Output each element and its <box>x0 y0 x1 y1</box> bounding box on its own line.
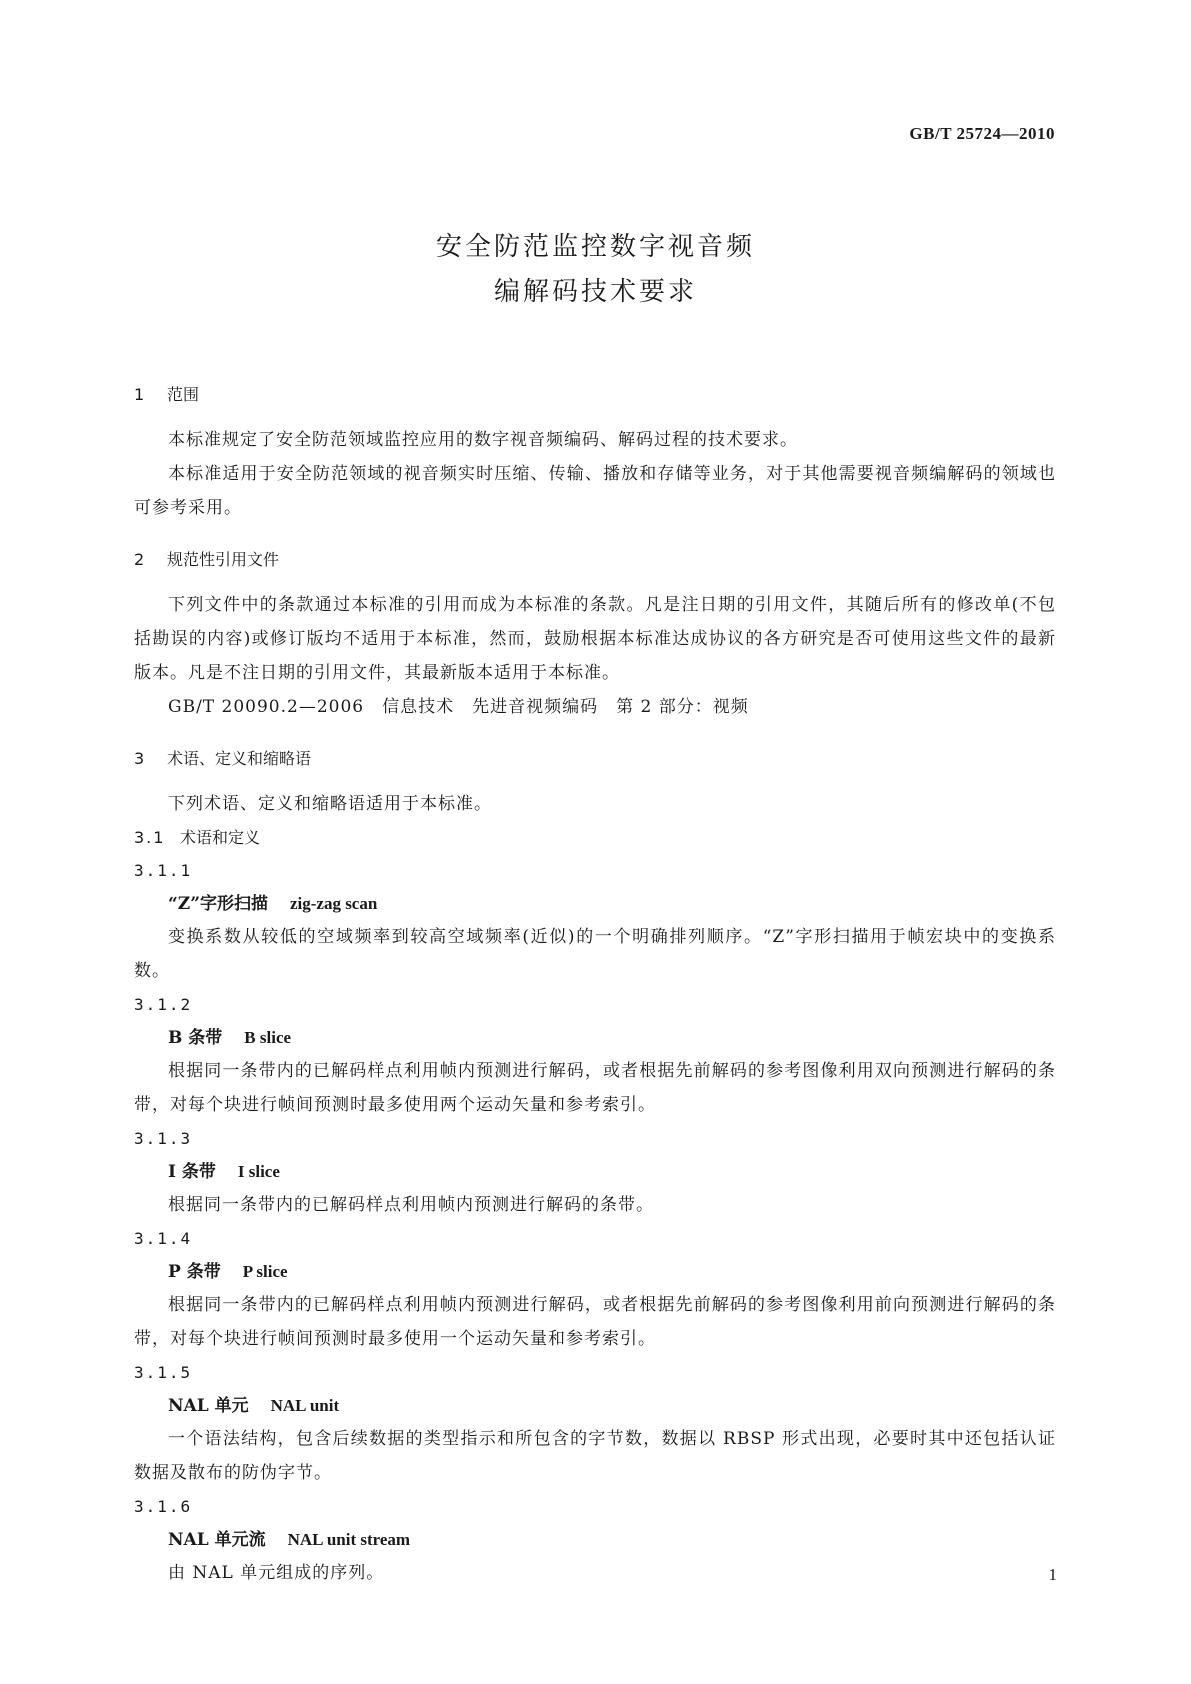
term-zh: NAL 单元 <box>168 1396 249 1416</box>
reference-title-part3: 第 2 部分：视频 <box>616 697 749 717</box>
term-3-1-6 <box>134 1490 1056 1590</box>
section-title: 规范性引用文件 <box>167 550 280 569</box>
paragraph: 下列文件中的条款通过本标准的引用而成为本标准的条款。凡是注日期的引用文件，其随后所有的修改单(不包括勘误的内容)或修订版均不适用于本标准，然而，鼓励根据本标准达成协议的各方研究是否可使用这些文件的最新版本。凡是不注日期的引用文件，其最新版本适用于本标准。 <box>134 595 1056 683</box>
normative-reference <box>134 690 1056 724</box>
term-en: NAL unit <box>270 1396 340 1415</box>
term-definition: 由 NAL 单元组成的序列。 <box>168 1563 385 1583</box>
term-definition: 变换系数从较低的空域频率到较高空域频率(近似)的一个明确排列顺序。“Z”字形扫描用于帧宏块中的变换系数。 <box>134 927 1056 981</box>
term-3-1-2 <box>134 988 1056 1122</box>
term-number: 3.1.2 <box>134 995 193 1014</box>
term-title <box>134 887 1056 920</box>
document-title-line2: 编解码技术要求 <box>493 277 697 307</box>
term-definition: 一个语法结构，包含后续数据的类型指示和所包含的字节数，数据以 RBSP 形式出现，必要时其中还包括认证数据及散布的防伪字节。 <box>134 1429 1056 1483</box>
subsection-title: 术语和定义 <box>180 828 261 847</box>
term-title <box>134 1523 1056 1556</box>
term-3-1-4 <box>134 1222 1056 1356</box>
term-definition: 根据同一条带内的已解码样点利用帧内预测进行解码，或者根据先前解码的参考图像利用前向预测进行解码的条带，对每个块进行帧间预测时最多使用一个运动矢量和参考索引。 <box>134 1295 1056 1349</box>
term-3-1-3 <box>134 1122 1056 1222</box>
term-zh: B 条带 <box>168 1028 223 1048</box>
term-en: NAL unit stream <box>287 1530 411 1549</box>
term-3-1-5 <box>134 1356 1056 1490</box>
term-number: 3.1.4 <box>134 1229 193 1248</box>
section-title: 范围 <box>167 385 200 404</box>
section-title: 术语、定义和缩略语 <box>167 749 312 768</box>
section-heading-3 <box>134 742 1056 775</box>
subsection-heading-3-1 <box>134 821 1056 854</box>
term-en: I slice <box>237 1162 280 1181</box>
term-zh: “Z”字形扫描 <box>168 894 268 914</box>
standard-code: GB/T 25724—2010 <box>909 124 1055 143</box>
paragraph: 本标准规定了安全防范领域监控应用的数字视音频编码、解码过程的技术要求。 <box>168 430 798 450</box>
section-number: 3 <box>134 749 145 768</box>
section-number: 2 <box>134 550 145 569</box>
term-title <box>134 1389 1056 1422</box>
subsection-number: 3.1 <box>134 828 166 847</box>
section-heading-1 <box>134 378 1056 411</box>
document-body <box>134 378 1056 1590</box>
term-en: zig-zag scan <box>289 894 378 913</box>
term-definition: 根据同一条带内的已解码样点利用帧内预测进行解码的条带。 <box>168 1195 654 1215</box>
reference-code: GB/T 20090.2—2006 <box>168 697 365 717</box>
page-number: 1 <box>1048 1565 1057 1584</box>
term-3-1-1 <box>134 854 1056 988</box>
term-number: 3.1.6 <box>134 1497 193 1516</box>
term-title <box>134 1021 1056 1054</box>
term-en: B slice <box>244 1028 292 1047</box>
section-number: 1 <box>134 385 145 404</box>
term-title <box>134 1155 1056 1188</box>
term-zh: NAL 单元流 <box>168 1530 266 1550</box>
term-zh: I 条带 <box>168 1162 216 1182</box>
paragraph: 本标准适用于安全防范领域的视音频实时压缩、传输、播放和存储等业务，对于其他需要视音频编解码的领域也可参考采用。 <box>134 464 1056 518</box>
document-title-line1: 安全防范监控数字视音频 <box>435 232 755 262</box>
term-number: 3.1.5 <box>134 1363 193 1382</box>
term-en: P slice <box>242 1262 288 1281</box>
term-number: 3.1.3 <box>134 1129 193 1148</box>
term-title <box>134 1255 1056 1288</box>
reference-title-part2: 先进音视频编码 <box>472 697 599 717</box>
term-definition: 根据同一条带内的已解码样点利用帧内预测进行解码，或者根据先前解码的参考图像利用双向预测进行解码的条带，对每个块进行帧间预测时最多使用两个运动矢量和参考索引。 <box>134 1061 1056 1115</box>
reference-title-part1: 信息技术 <box>382 697 455 717</box>
paragraph: 下列术语、定义和缩略语适用于本标准。 <box>168 794 492 814</box>
term-zh: P 条带 <box>168 1262 221 1282</box>
section-heading-2 <box>134 543 1056 576</box>
term-number: 3.1.1 <box>134 861 193 880</box>
